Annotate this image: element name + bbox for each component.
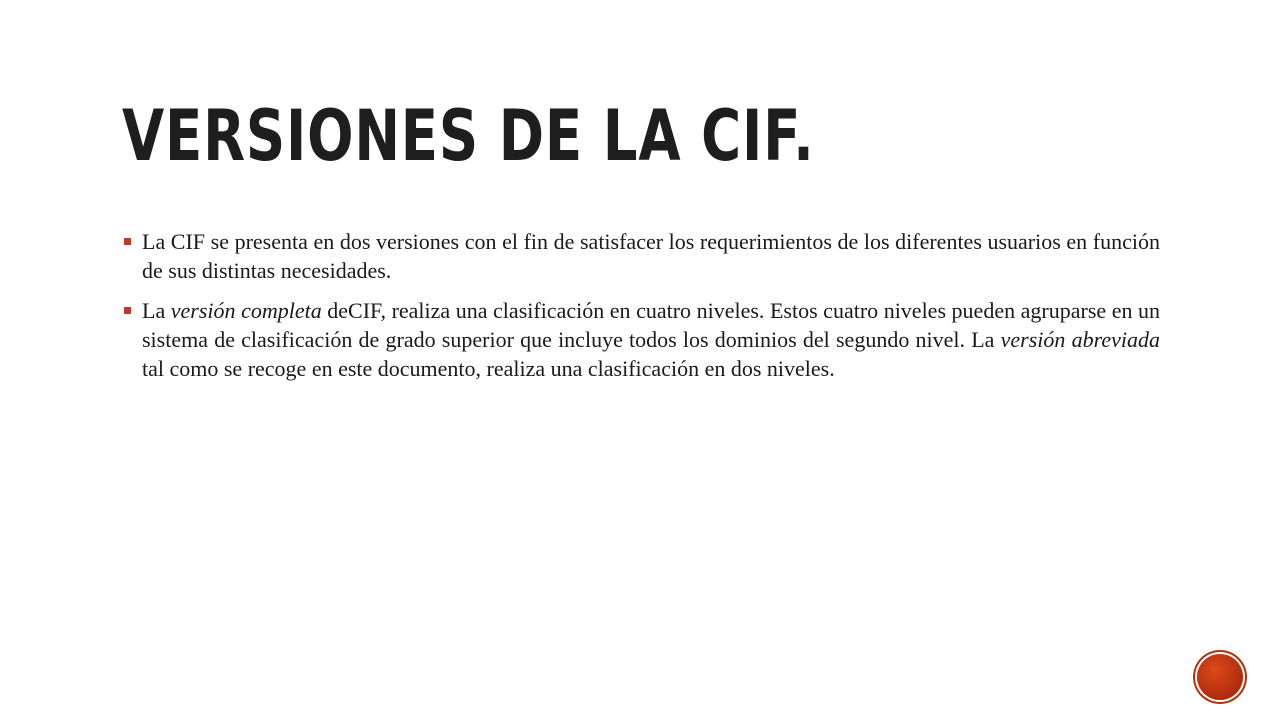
bullet-text-emphasis: versión completa — [170, 298, 322, 323]
bullet-text — [142, 298, 1160, 381]
bullet-list — [122, 227, 1160, 394]
bullet-text-emphasis: versión abreviada — [1000, 327, 1160, 352]
bullet-text-segment: tal como se recoge en este documento, realiza una clasificación en dos niveles. — [142, 356, 835, 381]
bullet-text-segment: La — [142, 298, 171, 323]
slide-nav-button[interactable] — [1197, 654, 1243, 700]
bullet-text-segment: La CIF se presenta en dos versiones con el fin de satisfacer los requerimientos de los diferentes usuarios en función de sus distintas necesidades. — [142, 229, 1160, 283]
square-bullet-icon — [124, 238, 131, 245]
bullet-text — [142, 229, 1160, 283]
bullet-text-segment: deCIF, realiza una clasificación en cuatro niveles. Estos cuatro niveles pueden agruparse en un sistema de clasificación de grado superior que incluye todos los dominios del segundo nivel. La — [142, 298, 1161, 352]
bullet-item — [122, 227, 1160, 285]
bullet-item — [122, 296, 1160, 383]
slide-title: VERSIONES DE LA CIF. — [122, 95, 815, 177]
square-bullet-icon — [124, 307, 131, 314]
